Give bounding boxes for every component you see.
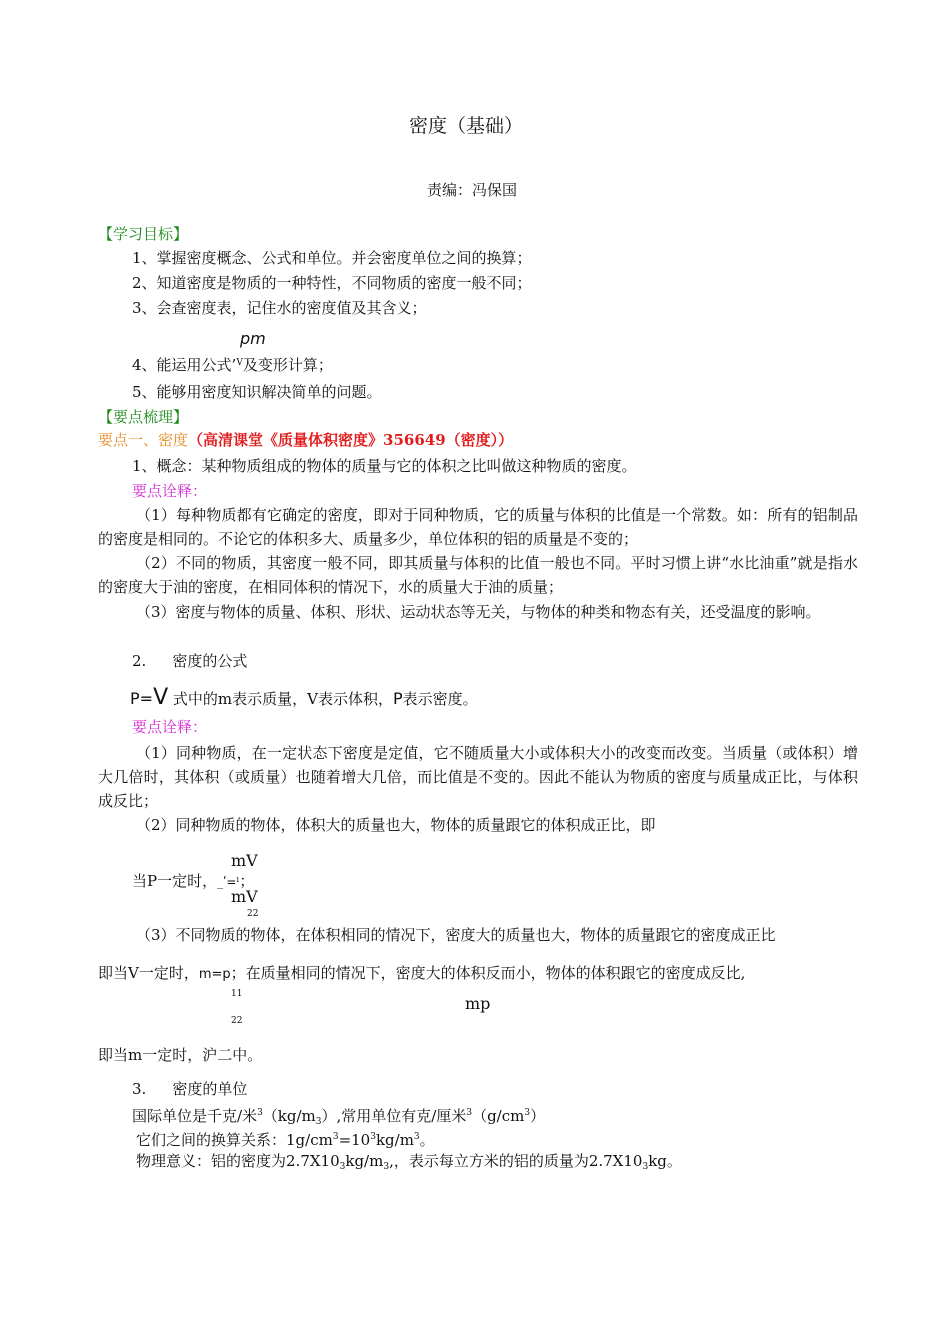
proportion-line — [98, 963, 745, 985]
formula-desc: 表示密度。 — [402, 690, 478, 708]
section-number: 3. — [132, 1080, 147, 1098]
goal-item-text: 4、能运用公式’ — [132, 356, 237, 374]
fraction-top: mV — [231, 851, 258, 870]
note-paragraph: （2）同种物质的物体，体积大的质量也大，物体的质量跟它的体积成正比，即 — [136, 816, 656, 834]
proportion-sub-22: 22 — [231, 1016, 243, 1026]
conversion-text: 它们之间的换算关系：1g/cm — [136, 1131, 333, 1149]
editor-credit: 责编：冯保国 — [427, 181, 518, 199]
meaning-sub: 3 — [383, 1162, 390, 1172]
proportion-line-end: 即当m一定时，沪二中。 — [98, 1046, 263, 1064]
conversion-sup: 3 — [332, 1132, 339, 1142]
fraction-mid: _ʹ=ˡ — [217, 875, 240, 889]
section-3-heading — [132, 1079, 247, 1099]
goal-item: 3、会查密度表，记住水的密度值及其含义； — [132, 299, 427, 317]
conversion-sup: 3 — [413, 1132, 420, 1142]
point1-heading-prefix: 要点一、密度 — [98, 431, 189, 449]
meaning-sub: 3 — [642, 1162, 649, 1172]
meaning-text: ,，表示每立方米的铝的质量为2.7X10 — [389, 1152, 643, 1170]
formula-desc-p: P — [392, 689, 403, 708]
formula-v: V — [153, 685, 169, 710]
proportion-prefix: 即当V一定时， — [98, 964, 199, 982]
proportion-sub-11: 11 — [231, 989, 243, 999]
units-sup: 3 — [466, 1108, 473, 1118]
note-paragraph: （1）同种物质，在一定状态下密度是定值，它不随质量大小或体积大小的改变而改变。当质量（或体积）增大几倍时，其体积（或质量）也随着增大几倍，而比值是不变的。因此不能认为物质的密度与质量成正比，与体积成反比； — [98, 744, 858, 810]
units-text: （kg/m — [262, 1107, 316, 1125]
summary-heading: 【要点梳理】 — [98, 408, 189, 426]
formula-p: P= — [130, 689, 154, 708]
goal-item: 1、掌握密度概念、公式和单位。并会密度单位之间的换算； — [132, 249, 532, 267]
goal-item — [132, 353, 333, 375]
section-title: 密度的单位 — [172, 1080, 248, 1098]
units-text: ） — [530, 1107, 546, 1125]
goal-item-text: 及变形计算； — [242, 356, 333, 374]
meaning-sub: 3 — [339, 1162, 346, 1172]
goal-formula-sub: V — [236, 358, 243, 368]
point1-heading — [98, 430, 513, 450]
meaning-line — [136, 1151, 682, 1177]
note-label: 要点诠释： — [132, 718, 208, 736]
note-paragraph: （3）不同物质的物体，在体积相同的情况下，密度大的质量也大，物体的质量跟它的密度成正比 — [136, 926, 776, 944]
note-paragraph: （1）每种物质都有它确定的密度，即对于同种物质，它的质量与体积的比值是一个常数。如：所有的铝制品的密度是相同的。不论它的体积多大、质量多少，单位体积的铝的质量是不变的； — [98, 506, 858, 548]
meaning-text: kg。 — [648, 1152, 682, 1170]
formula-desc: 式中的m表示质量，V表示体积， — [172, 690, 393, 708]
concept-text: 1、概念：某种物质组成的物体的质量与它的体积之比叫做这种物质的密度。 — [132, 457, 637, 475]
conversion-sup: 3 — [370, 1132, 376, 1142]
units-sup: 3 — [257, 1108, 263, 1118]
proportion-mp: mp — [465, 994, 491, 1013]
fraction-prefix: 当P一定时， — [132, 872, 218, 890]
units-text: ）,常用单位有克/厘米 — [321, 1107, 467, 1125]
fraction-semicolon: ； — [239, 872, 255, 890]
meaning-text: 物理意义：铝的密度为2.7X10 — [136, 1152, 340, 1170]
note-paragraph: （3）密度与物体的质量、体积、形状、运动状态等无关，与物体的种类和物态有关，还受温度的影响。 — [136, 603, 821, 621]
units-sub: 3 — [315, 1117, 322, 1127]
proportion-formula: m=p — [198, 967, 231, 982]
goals-heading: 【学习目标】 — [98, 225, 189, 243]
goal-formula-top: pm — [240, 329, 266, 348]
section-title: 密度的公式 — [172, 652, 248, 670]
fraction-bottom-sub: 22 — [247, 909, 259, 919]
goal-item: 2、知道密度是物质的一种特性，不同物质的密度一般不同； — [132, 274, 532, 292]
note-label: 要点诠释： — [132, 482, 208, 500]
conversion-text: 。 — [419, 1131, 435, 1149]
goal-item: 5、能够用密度知识解决简单的问题。 — [132, 383, 382, 401]
note-paragraph: （2）不同的物质，其密度一般不同，即其质量与体积的比值一般也不同。平时习惯上讲“水比油重”就是指水的密度大于油的密度，在相同体积的情况下，水的质量大于油的质量； — [98, 554, 858, 596]
units-text: 国际单位是千克/米 — [132, 1107, 258, 1125]
section-2-heading — [132, 651, 247, 671]
conversion-text: kg/m — [375, 1131, 414, 1149]
meaning-text: kg/m — [345, 1152, 384, 1170]
section-number: 2. — [132, 652, 147, 670]
page-title: 密度（基础） — [409, 115, 524, 137]
conversion-text: =10 — [338, 1131, 371, 1149]
units-sup: 3 — [524, 1108, 531, 1118]
conversion-line — [136, 1127, 435, 1150]
point1-heading-source: （高清课堂《质量体积密度》356649（密度）） — [188, 431, 514, 449]
proportion-rest: ；在质量相同的情况下，密度大的体积反而小，物体的体积跟它的密度成反比, — [230, 964, 746, 982]
density-formula-line — [130, 685, 478, 710]
fraction-bottom: mV — [231, 887, 258, 906]
units-text: （g/cm — [472, 1107, 525, 1125]
